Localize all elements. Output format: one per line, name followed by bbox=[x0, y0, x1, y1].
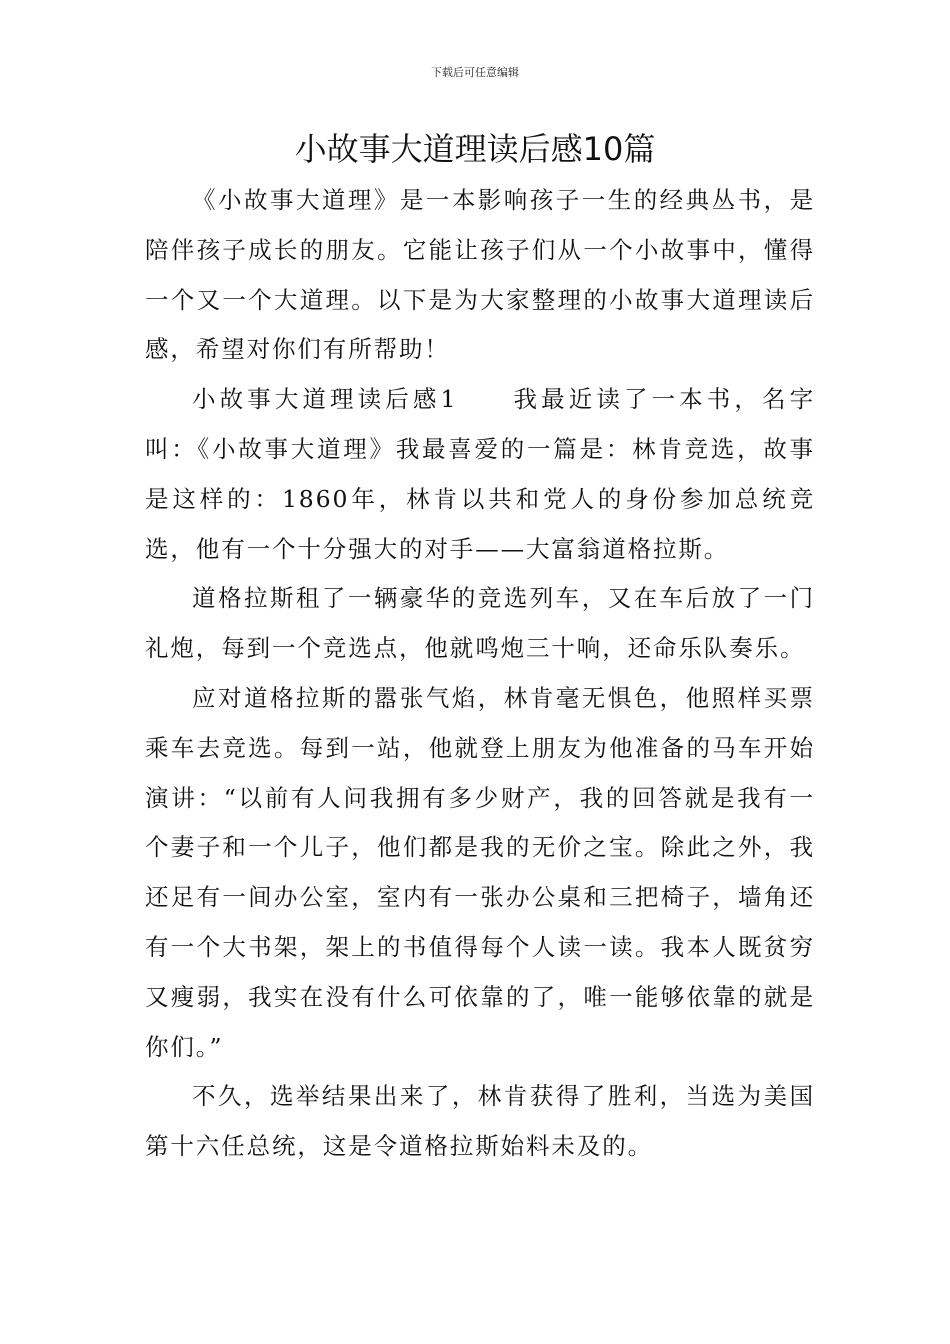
result-paragraph: 不久，选举结果出来了，林肯获得了胜利，当选为美国第十六任总统，这是令道格拉斯始料未及的。 bbox=[145, 1082, 815, 1161]
section-1-paragraph bbox=[145, 375, 815, 574]
section-1-heading: 小故事大道理读后感1 bbox=[192, 385, 458, 414]
header-note: 下载后可任意编辑 bbox=[431, 66, 519, 79]
page-title: 小故事大道理读后感10篇 bbox=[294, 130, 656, 168]
train-paragraph: 道格拉斯租了一辆豪华的竞选列车，又在车后放了一门礼炮，每到一个竞选点，他就鸣炮三十响，还命乐队奏乐。 bbox=[145, 584, 815, 663]
intro-paragraph: 《小故事大道理》是一本影响孩子一生的经典丛书，是陪伴孩子成长的朋友。它能让孩子们从一个小故事中，懂得一个又一个大道理。以下是为大家整理的小故事大道理读后感，希望对你们有所帮助！ bbox=[145, 186, 815, 364]
article-body bbox=[145, 176, 815, 1172]
speech-paragraph: 应对道格拉斯的嚣张气焰，林肯毫无惧色，他照样买票乘车去竞选。每到一站，他就登上朋友为他准备的马车开始演讲：“以前有人问我拥有多少财产，我的回答就是我有一个妻子和一个儿子，他们都是我的无价之宝。除此之外，我还足有一间办公室，室内有一张办公桌和三把椅子，墙角还有一个大书架，架上的书值得每个人读一读。我本人既贫穷又瘦弱，我实在没有什么可依靠的了，唯一能够依靠的就是你们。” bbox=[145, 683, 815, 1061]
section-1-text: 我最近读了一本书，名字叫：《小故事大道理》我最喜爱的一篇是：林肯竞选，故事是这样的：1860年，林肯以共和党人的身份参加总统竞选，他有一个十分强大的对手——大富翁道格拉斯。 bbox=[145, 385, 816, 563]
